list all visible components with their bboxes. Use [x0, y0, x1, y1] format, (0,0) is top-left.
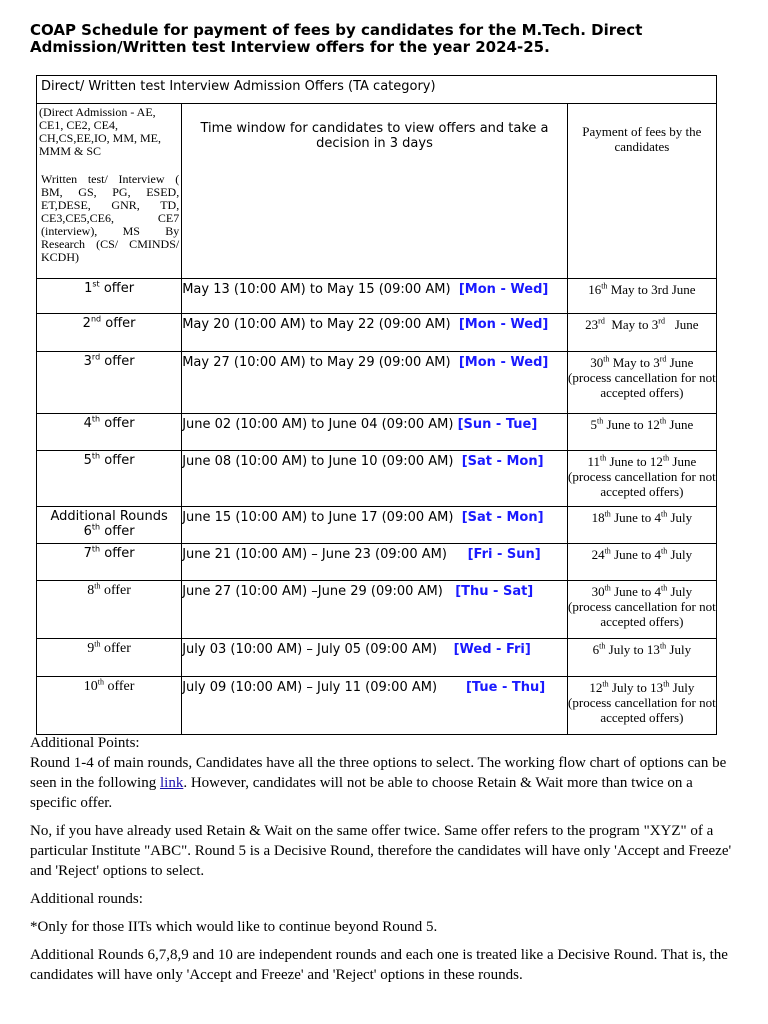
offer-label	[37, 314, 182, 352]
payment-window	[567, 544, 716, 581]
pay-ordinal: th	[659, 641, 667, 651]
pay-ordinal: th	[602, 679, 609, 689]
table-row	[37, 451, 717, 507]
note-paragraph-5: Additional Rounds 6,7,8,9 and 10 are independent rounds and each one is treated like a Decisive Round. That is, the candidates will have only 'Accept and Freeze' and 'Reject' options in these rounds.	[30, 947, 728, 983]
offer-time-window	[182, 352, 568, 414]
pay-middle: July to 13	[608, 680, 664, 695]
payment-window	[567, 279, 716, 314]
pay-ordinal: th	[604, 583, 611, 593]
table-row	[37, 677, 717, 735]
spacer	[437, 680, 466, 695]
pay-end: July	[667, 547, 693, 562]
pay-middle: July to 13	[605, 642, 660, 657]
day-range: [Mon - Wed]	[458, 355, 549, 370]
payment-window	[567, 314, 716, 352]
offer-number: 6	[83, 524, 92, 539]
window-dates: May 27 (10:00 AM) to May 29 (09:00 AM)	[182, 355, 451, 370]
notes-heading: Additional Points:	[30, 735, 140, 751]
window-dates: May 13 (10:00 AM) to May 15 (09:00 AM)	[182, 282, 451, 297]
spacer	[447, 547, 468, 562]
payment-header: Payment of fees by the candidates	[567, 104, 716, 279]
payment-window	[567, 352, 716, 414]
offer-ordinal: th	[91, 414, 101, 424]
note-paragraph-1	[30, 753, 736, 813]
direct-admission-courses: (Direct Admission - AE, CE1, CE2, CE4, CH,CS,EE,IO, MM, ME, MMM & SC	[39, 105, 162, 158]
offer-word: offer	[103, 281, 135, 296]
pay-ordinal: th	[596, 416, 604, 426]
offer-word: offer	[105, 316, 136, 331]
offer-time-window	[182, 639, 568, 677]
offer-time-window	[182, 279, 568, 314]
pay-end: June	[669, 454, 697, 469]
pay-middle: May to 3	[609, 355, 660, 370]
offer-label	[37, 451, 182, 507]
pay-ordinal: th	[601, 281, 608, 291]
pay-ordinal: rd	[658, 316, 665, 326]
offer-number: 4	[83, 416, 92, 431]
pay-start: 24	[591, 547, 605, 562]
spacer	[451, 317, 459, 332]
day-range: [Mon - Wed]	[458, 282, 549, 297]
pay-start: 30	[590, 355, 604, 370]
window-dates: June 08 (10:00 AM) to June 10 (09:00 AM)	[182, 454, 454, 469]
table-row	[37, 507, 717, 544]
offer-label	[37, 507, 182, 544]
offer-number: 5	[83, 453, 92, 468]
pay-ordinal: th	[662, 453, 670, 463]
payment-window	[567, 507, 716, 544]
offer-word: offer	[104, 416, 135, 431]
cancellation-note: (process cancellation for not accepted offers)	[568, 599, 716, 629]
note-text: . However, candidates will not be able to choose Retain & Wait more than twice on a specific offer.	[30, 775, 693, 811]
offer-number: 10	[83, 679, 98, 694]
offer-ordinal: rd	[91, 352, 101, 362]
offer-time-window	[182, 677, 568, 735]
offer-label	[37, 677, 182, 735]
offer-word: offer	[103, 583, 131, 598]
spacer	[453, 510, 461, 525]
pay-start: 16	[588, 282, 602, 297]
pay-end: June	[664, 317, 699, 332]
pay-middle: May to 3rd June	[607, 282, 696, 297]
offer-time-window	[182, 581, 568, 639]
pay-ordinal: th	[604, 509, 611, 519]
offer-ordinal: st	[92, 279, 100, 289]
payment-window	[567, 414, 716, 451]
pay-middle: June to 4	[610, 584, 662, 599]
pay-end: July	[669, 680, 695, 695]
pay-start: 18	[591, 510, 605, 525]
cancellation-note: (process cancellation for not accepted offers)	[568, 695, 716, 725]
offer-number: 1	[84, 281, 93, 296]
cancellation-note: (process cancellation for not accepted offers)	[568, 469, 716, 499]
pay-ordinal: rd	[598, 316, 605, 326]
offer-ordinal: th	[97, 677, 104, 687]
window-dates: June 27 (10:00 AM) –June 29 (09:00 AM)	[182, 584, 443, 599]
window-dates: June 02 (10:00 AM) to June 04 (09:00 AM)	[182, 417, 454, 432]
pay-start: 6	[592, 642, 600, 657]
day-range: [Wed - Fri]	[453, 642, 531, 657]
pay-ordinal: th	[661, 583, 668, 593]
table-row	[37, 581, 717, 639]
offer-time-window	[182, 314, 568, 352]
pay-ordinal: rd	[659, 354, 667, 364]
day-range: [Fri - Sun]	[467, 547, 541, 562]
offer-label	[37, 639, 182, 677]
day-range: [Mon - Wed]	[458, 317, 549, 332]
spacer	[437, 642, 454, 657]
pay-end: June	[666, 355, 694, 370]
table-caption-row	[37, 76, 717, 104]
payment-window	[567, 677, 716, 735]
note-paragraph-2: No, if you have already used Retain & Wait on the same offer twice. Same offer refers to the program "XYZ" of a particular Institute "ABC". Round 5 is a Decisive Round, therefore the candidates will have only 'Accept and Freeze' and 'Reject' options to select.	[30, 823, 732, 879]
pay-ordinal: th	[600, 453, 607, 463]
window-dates: July 03 (10:00 AM) – July 05 (09:00 AM)	[182, 642, 438, 657]
payment-window	[567, 451, 716, 507]
offer-number: 3	[83, 354, 92, 369]
pay-start: 11	[587, 454, 600, 469]
offer-ordinal: th	[94, 639, 101, 649]
offer-time-window	[182, 507, 568, 544]
pay-end: July	[667, 584, 693, 599]
table-row	[37, 279, 717, 314]
offer-word: offer	[104, 524, 135, 539]
day-range: [Sun - Tue]	[457, 417, 538, 432]
offer-ordinal: th	[94, 581, 101, 591]
additional-rounds-label: Additional Rounds	[50, 509, 168, 524]
window-dates: June 21 (10:00 AM) – June 23 (09:00 AM)	[182, 547, 447, 562]
note-paragraph-3: Additional rounds:	[30, 891, 143, 907]
pay-ordinal: th	[659, 416, 667, 426]
offer-number: 9	[87, 641, 95, 656]
pay-middle: May to 3	[604, 317, 659, 332]
day-range: [Thu - Sat]	[455, 584, 534, 599]
pay-middle: June to 12	[603, 417, 660, 432]
pay-start: 30	[591, 584, 605, 599]
offer-word: offer	[103, 641, 131, 656]
offer-time-window	[182, 544, 568, 581]
written-test-courses: Written test/ Interview ( BM, GS, PG, ESED, ET,DESE, GNR, TD, CE3,CE5,CE6, CE7 (interview), MS By Research (CS/ CMINDS/ KCDH)	[41, 172, 180, 264]
offer-ordinal: nd	[90, 314, 102, 324]
table-row	[37, 414, 717, 451]
offer-ordinal: th	[91, 544, 101, 554]
offer-ordinal: th	[91, 451, 101, 461]
table-caption: Direct/ Written test Interview Admission Offers (TA category)	[37, 76, 717, 104]
offer-ordinal: th	[91, 522, 101, 532]
offer-label	[37, 414, 182, 451]
offer-label	[37, 352, 182, 414]
day-range: [Tue - Thu]	[465, 680, 546, 695]
offer-time-window	[182, 414, 568, 451]
offer-number: 7	[83, 546, 92, 561]
table-header-row	[37, 104, 717, 279]
pay-end: July	[667, 510, 693, 525]
pay-ordinal: th	[599, 641, 606, 651]
spacer	[453, 454, 461, 469]
day-range: [Sat - Mon]	[461, 454, 544, 469]
schedule-table	[36, 75, 717, 735]
page-title: COAP Schedule for payment of fees by candidates for the M.Tech. Direct Admission/Written test Interview offers for the year 2024-25.	[30, 21, 643, 56]
payment-window	[567, 639, 716, 677]
pay-end: June	[666, 417, 694, 432]
offer-label	[37, 279, 182, 314]
cancellation-note: (process cancellation for not accepted offers)	[568, 370, 716, 400]
offer-number: 2	[82, 316, 91, 331]
offer-number: 8	[87, 583, 95, 598]
pay-ordinal: th	[604, 546, 611, 556]
note-text: Round 1-4 of main rounds, Candidates have all the three options to select. The working flow chart of options can be seen in the following	[30, 755, 727, 791]
offer-label	[37, 581, 182, 639]
offer-word: offer	[107, 679, 135, 694]
spacer	[443, 584, 455, 599]
time-window-header: Time window for candidates to view offers and take a decision in 3 days	[182, 104, 568, 279]
day-range: [Sat - Mon]	[461, 510, 544, 525]
pay-middle: June to 12	[606, 454, 663, 469]
pay-middle: June to 4	[610, 547, 662, 562]
table-row	[37, 639, 717, 677]
pay-start: 12	[589, 680, 603, 695]
offer-word: offer	[104, 453, 135, 468]
window-dates: May 20 (10:00 AM) to May 22 (09:00 AM)	[182, 317, 451, 332]
offer-word: offer	[104, 546, 135, 561]
note-paragraph-4: *Only for those IITs which would like to continue beyond Round 5.	[30, 919, 438, 935]
window-dates: July 09 (10:00 AM) – July 11 (09:00 AM)	[182, 680, 438, 695]
pay-end: July	[666, 642, 692, 657]
spacer	[451, 355, 459, 370]
table-row	[37, 314, 717, 352]
window-dates: June 15 (10:00 AM) to June 17 (09:00 AM)	[182, 510, 454, 525]
pay-ordinal: th	[661, 546, 668, 556]
pay-start: 23	[585, 317, 599, 332]
table-row	[37, 544, 717, 581]
offer-time-window	[182, 451, 568, 507]
table-row	[37, 352, 717, 414]
pay-ordinal: th	[661, 509, 668, 519]
pay-middle: June to 4	[610, 510, 662, 525]
pay-ordinal: th	[603, 354, 610, 364]
pay-start: 5	[590, 417, 597, 432]
flow-chart-link[interactable]: link	[159, 775, 184, 791]
offer-word: offer	[104, 354, 135, 369]
pay-ordinal: th	[663, 679, 670, 689]
offer-label	[37, 544, 182, 581]
spacer	[451, 282, 459, 297]
additional-points	[30, 733, 736, 993]
payment-window	[567, 581, 716, 639]
course-list-cell	[37, 104, 182, 279]
